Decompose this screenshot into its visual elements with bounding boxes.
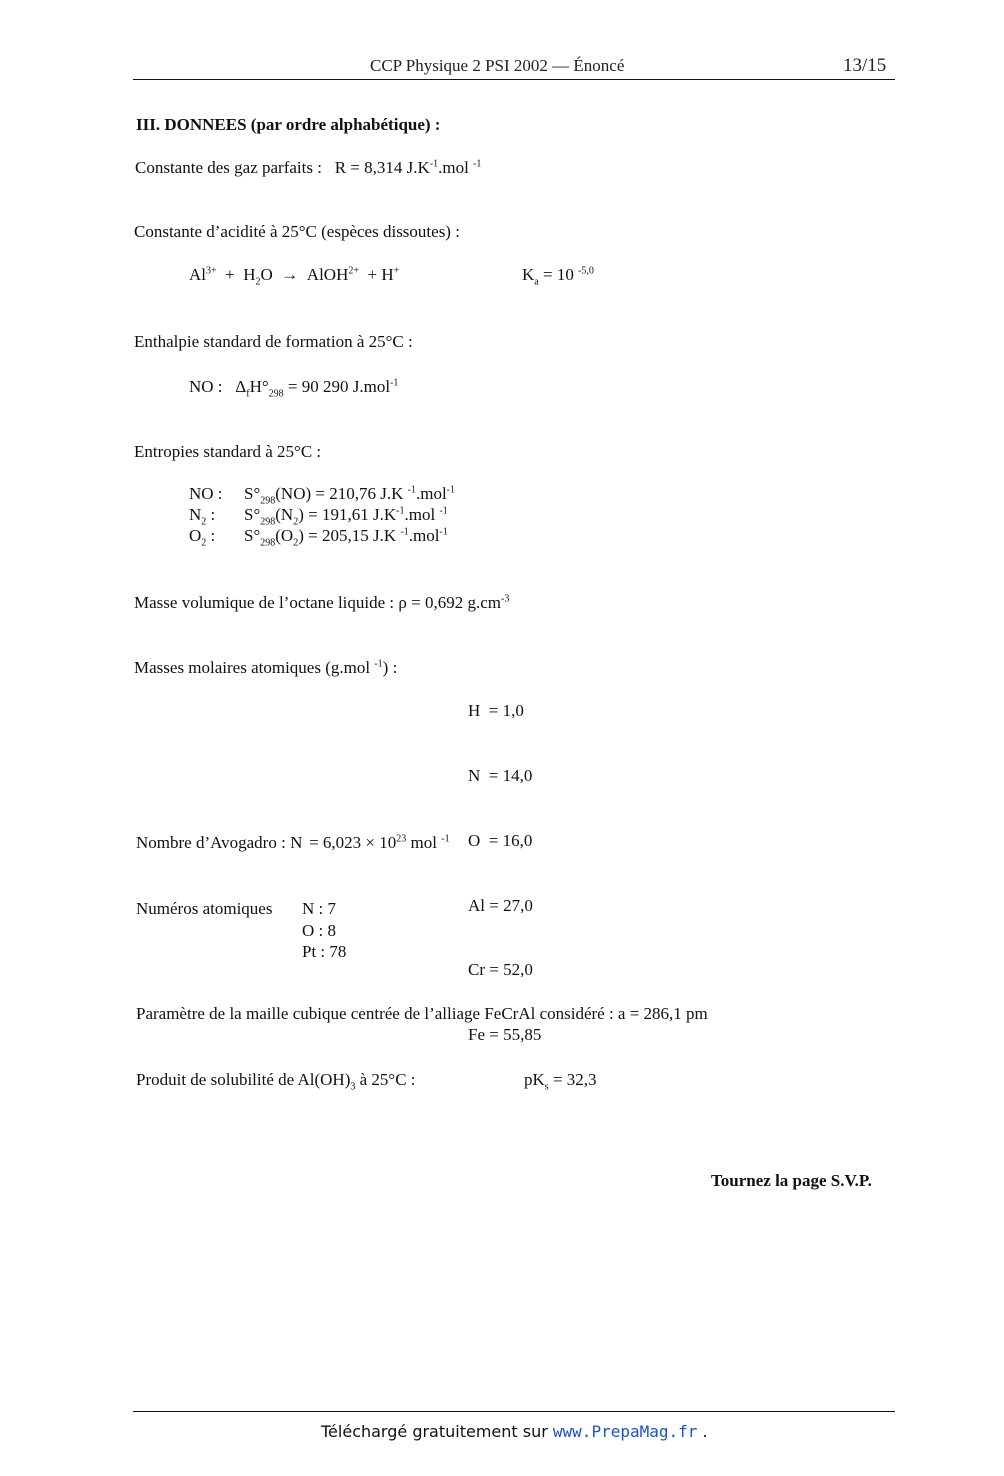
molar-mass-item: Cr = 52,0 bbox=[468, 960, 533, 980]
subscript: 298 bbox=[268, 388, 284, 400]
species-colon: : bbox=[206, 526, 216, 545]
molar-mass-item: Al = 27,0 bbox=[468, 895, 533, 915]
subscript: 298 bbox=[260, 516, 276, 528]
footer-link[interactable]: www.PrepaMag.fr bbox=[552, 1422, 698, 1441]
header-title: CCP Physique 2 PSI 2002 — Énoncé bbox=[370, 56, 625, 75]
density-line bbox=[134, 593, 509, 613]
entropy-value: ) = 205,15 J.K bbox=[298, 526, 397, 545]
enthalpy-line bbox=[189, 377, 399, 400]
molar-masses-label bbox=[134, 658, 397, 678]
exponent: -1 bbox=[441, 833, 450, 845]
entropy-row-o2 bbox=[189, 526, 448, 549]
footer-line bbox=[321, 1422, 708, 1441]
enthalpy-symbol: H° bbox=[249, 377, 269, 396]
molar-masses-label-text: Masses molaires atomiques (g.mol bbox=[134, 658, 371, 677]
entropy-row-no bbox=[189, 484, 456, 507]
unit: .mol bbox=[438, 158, 469, 177]
footer-rule bbox=[133, 1411, 895, 1412]
atomic-numbers-label: Numéros atomiques bbox=[136, 899, 273, 918]
entropy-arg: (O bbox=[275, 526, 294, 545]
exponent: -1 bbox=[396, 505, 405, 517]
exponent: -1 bbox=[407, 484, 416, 496]
unit: .mol bbox=[404, 505, 436, 524]
subscript: s bbox=[544, 1081, 549, 1093]
unit: .mol bbox=[408, 526, 440, 545]
species: NO : bbox=[189, 377, 223, 396]
solubility-value bbox=[524, 1070, 597, 1093]
exponent: -1 bbox=[439, 526, 448, 538]
charge: 2+ bbox=[348, 265, 359, 277]
gas-constant-label: Constante des gaz parfaits : bbox=[135, 158, 322, 177]
gas-constant-value: R = 8,314 J.K bbox=[334, 158, 430, 177]
plus-sign: + bbox=[367, 265, 378, 284]
species: AlOH bbox=[306, 265, 349, 284]
charge: + bbox=[393, 265, 400, 277]
exponent: -1 bbox=[400, 526, 409, 538]
species-colon: : bbox=[206, 505, 216, 524]
subscript: 298 bbox=[260, 495, 276, 507]
entropy-row-n2 bbox=[189, 505, 448, 528]
entropy-arg: (N bbox=[275, 505, 294, 524]
acidity-equation bbox=[189, 265, 400, 288]
reaction-arrow-icon: → bbox=[281, 265, 299, 284]
subscript: 2 bbox=[201, 537, 207, 549]
subscript: 2 bbox=[255, 276, 261, 288]
entropy-symbol: S° bbox=[244, 526, 261, 545]
exponent: -1 bbox=[439, 505, 448, 517]
pk-symbol: pK bbox=[524, 1070, 545, 1089]
ka-symbol: K bbox=[522, 265, 535, 284]
lattice-line: Paramètre de la maille cubique centrée de l’alliage FeCrAl considéré : a = 286,1 pm bbox=[136, 1004, 708, 1023]
species: H bbox=[381, 265, 394, 284]
footer-dot: . bbox=[702, 1422, 708, 1441]
molar-mass-item: N = 14,0 bbox=[468, 765, 533, 785]
entropy-value: ) = 191,61 J.K bbox=[298, 505, 397, 524]
molar-mass-item: Fe = 55,85 bbox=[468, 1025, 542, 1045]
plus-sign: + bbox=[225, 265, 235, 284]
molar-mass-item: O = 16,0 bbox=[468, 830, 533, 850]
atomic-numbers-list bbox=[302, 898, 346, 963]
molar-masses-label-tail: ) : bbox=[382, 658, 398, 677]
pk-value: = 32,3 bbox=[548, 1070, 597, 1089]
avogadro-subscript bbox=[302, 844, 305, 855]
section-title: III. DONNEES (par ordre alphabétique) : bbox=[136, 115, 441, 134]
species bbox=[189, 505, 244, 528]
entropies-label: Entropies standard à 25°C : bbox=[134, 442, 322, 461]
enthalpy-value: = 90 290 J.mol bbox=[287, 377, 391, 396]
species: O bbox=[260, 265, 273, 284]
species-symbol: N bbox=[189, 505, 202, 524]
species: NO : bbox=[189, 484, 223, 503]
subscript: 2 bbox=[293, 516, 299, 528]
avogadro-line bbox=[136, 833, 450, 853]
turn-page-note: Tournez la page S.V.P. bbox=[711, 1171, 872, 1190]
species bbox=[189, 526, 244, 549]
subscript: 2 bbox=[293, 537, 299, 549]
entropy-symbol: S° bbox=[244, 484, 261, 503]
molar-mass-item: H = 1,0 bbox=[468, 701, 524, 721]
header-rule bbox=[133, 79, 895, 80]
atomic-number-item: Pt : 78 bbox=[302, 942, 347, 962]
solubility-label: Produit de solubilité de Al(OH) bbox=[136, 1070, 351, 1089]
exponent: 23 bbox=[396, 833, 407, 845]
density-text: Masse volumique de l’octane liquide : ρ = 0,692 g.cm bbox=[134, 593, 501, 612]
species: H bbox=[243, 265, 256, 284]
entropy-value: (NO) = 210,76 J.K bbox=[275, 484, 404, 503]
solubility-line bbox=[136, 1070, 416, 1093]
subscript: 298 bbox=[260, 537, 276, 549]
acidity-constant bbox=[522, 265, 594, 288]
exponent: -1 bbox=[390, 377, 399, 389]
exponent: -1 bbox=[446, 484, 456, 496]
species-symbol: O bbox=[189, 526, 202, 545]
atomic-number-item: O : 8 bbox=[302, 920, 336, 940]
exponent: -1 bbox=[429, 158, 439, 170]
entropy-symbol: S° bbox=[244, 505, 261, 524]
unit: .mol bbox=[415, 484, 447, 503]
subscript: f bbox=[246, 388, 250, 400]
acidity-label: Constante d’acidité à 25°C (espèces dissoutes) : bbox=[134, 222, 460, 241]
enthalpy-label: Enthalpie standard de formation à 25°C : bbox=[134, 332, 413, 351]
avogadro-value: = 6,023 × 10 bbox=[309, 833, 397, 852]
exponent: -1 bbox=[473, 158, 482, 170]
subscript: a bbox=[534, 276, 539, 288]
subscript: 3 bbox=[350, 1081, 356, 1093]
page-number: 13/15 bbox=[843, 55, 887, 76]
exponent: -5,0 bbox=[578, 265, 594, 277]
exponent: -1 bbox=[374, 658, 383, 670]
solubility-label-tail: à 25°C : bbox=[355, 1070, 416, 1089]
footer-text: Téléchargé gratuitement sur bbox=[321, 1422, 548, 1441]
unit: mol bbox=[406, 833, 437, 852]
species: Al bbox=[189, 265, 206, 284]
delta-symbol: Δ bbox=[235, 377, 247, 396]
gas-constant-line bbox=[135, 158, 481, 178]
exponent: -3 bbox=[500, 593, 510, 605]
subscript: 2 bbox=[201, 516, 207, 528]
avogadro-label: Nombre d’Avogadro : N bbox=[136, 833, 303, 852]
atomic-number-item: N : 7 bbox=[302, 899, 336, 918]
charge: 3+ bbox=[206, 265, 217, 277]
ka-value: = 10 bbox=[542, 265, 574, 284]
